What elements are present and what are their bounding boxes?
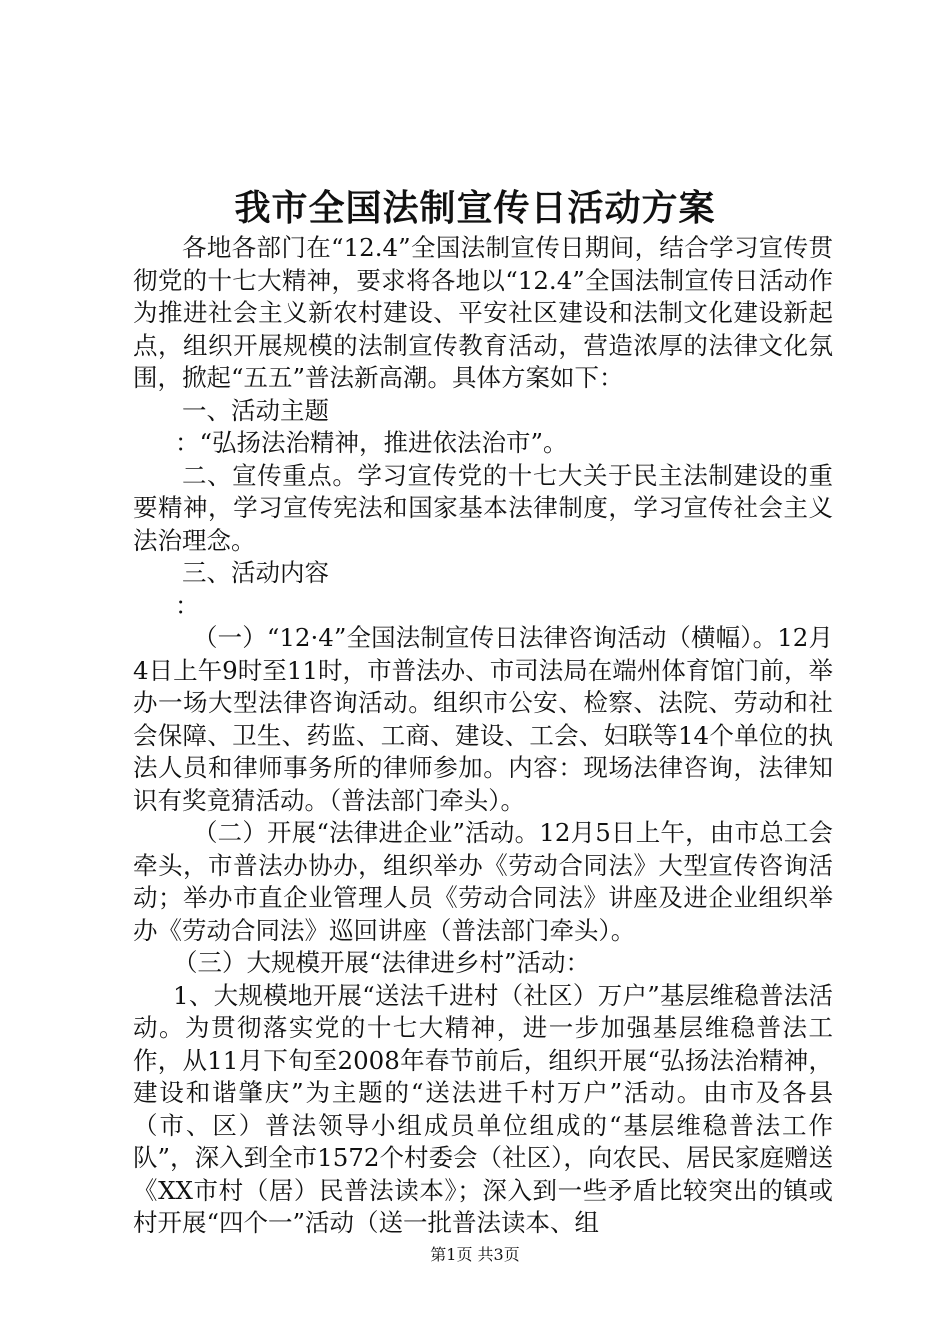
heading-activity-content: 三、活动内容 xyxy=(182,558,329,587)
document-body xyxy=(133,232,833,1240)
paragraph-item-1: （一）“12·4”全国法制宣传日法律咨询活动（横幅）。12月4日上午9时至11时，市普法办、市司法局在端州体育馆门前，举办一场大型法律咨询活动。组织市公安、检察、法院、劳动和社会保障、卫生、药监、工商、建设、工会、妇联等14个单位的执法人员和律师事务所的律师参加。内容：现场法律咨询，法律知识有奖竟猜活动。（普法部门牵头）。 xyxy=(133,623,833,815)
page-footer: 第1页 共3页 xyxy=(430,1245,520,1264)
document-title: 我市全国法制宣传日活动方案 xyxy=(234,187,716,229)
paragraph-item-2: （二）开展“法律进企业”活动。12月5日上午，由市总工会牵头，市普法办协办，组织举办《劳动合同法》大型宣传咨询活动；举办市直企业管理人员《劳动合同法》讲座及进企业组织举办《劳动合同法》巡回讲座（普法部门牵头）。 xyxy=(133,818,833,945)
paragraph-colon: ： xyxy=(175,590,200,620)
paragraph-item-3-1: 1、大规模地开展“送法千进村（社区）万户”基层维稳普法活动。为贯彻落实党的十七大精神，进一步加强基层维稳普法工作，从11月下旬至2008年春节前后，组织开展“弘扬法治精神，建设和谐肇庆”为主题的“送法进千村万户”活动。由市及各县（市、区）普法领导小组成员单位组成的“基层维稳普法工作队”，深入到全市1572个村委会（社区），向农民、居民家庭赠送《XX市村（居）民普法读本》；深入到一些矛盾比较突出的镇或村开展“四个一”活动（送一批普法读本、组 xyxy=(133,980,833,1237)
heading-activity-theme: 一、活动主题 xyxy=(182,395,329,425)
paragraph-item-3: （三）大规模开展“法律进乡村”活动： xyxy=(173,948,591,977)
paragraph-publicity-focus: 二、宣传重点。学习宣传党的十七大关于民主法制建设的重要精神，学习宣传宪法和国家基本法律制度，学习宣传社会主义法治理念。 xyxy=(133,460,833,555)
paragraph-theme-slogan: ：“弘扬法治精神，推进依法治市”。 xyxy=(175,428,568,457)
paragraph-intro: 各地各部门在“12.4”全国法制宣传日期间，结合学习宣传贯彻党的十七大精神，要求将各地以“12.4”全国法制宣传日活动作为推进社会主义新农村建设、平安社区建设和法制文化建设新起点，组织开展规模的法制宣传教育活动，营造浓厚的法律文化氛围，掀起“五五”普法新高潮。具体方案如下： xyxy=(133,233,833,392)
